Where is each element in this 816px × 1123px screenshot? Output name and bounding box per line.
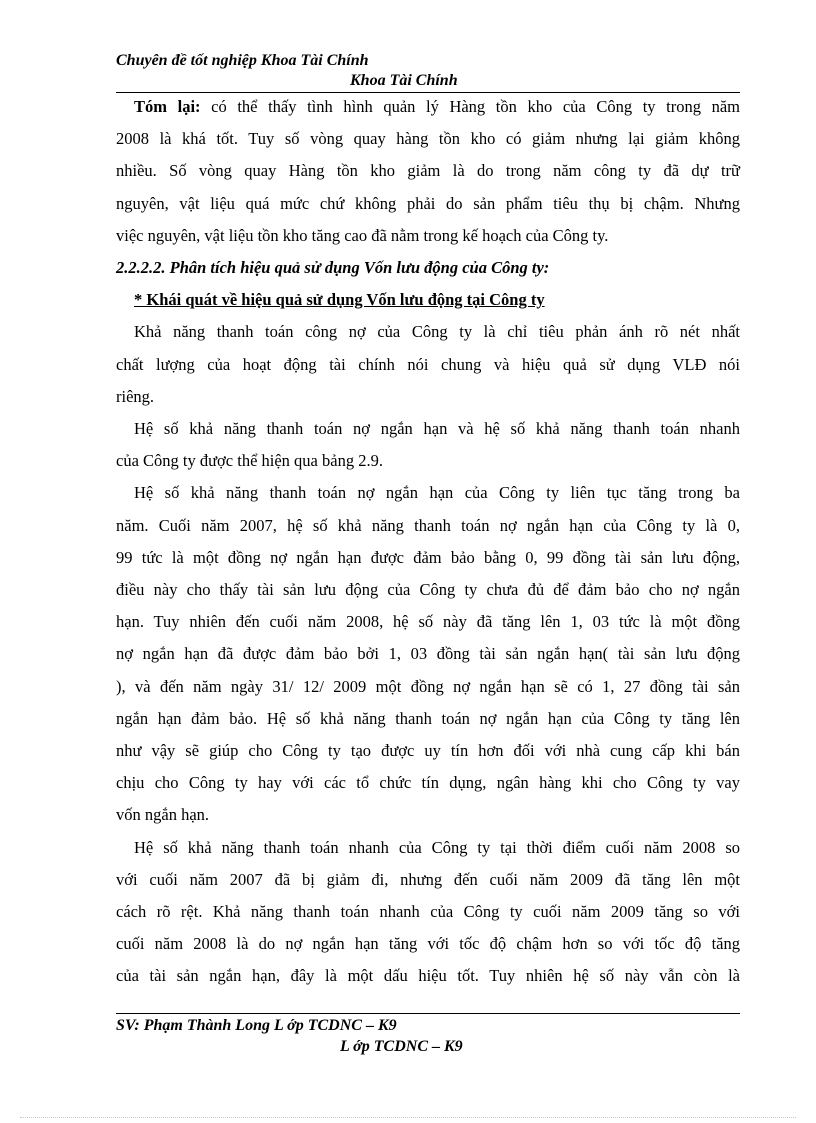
summary-line-3: nhiều. Số vòng quay Hàng tồn kho giảm là do trong năm công ty đã dự trữ <box>116 161 740 181</box>
para3-line-10: chịu cho Công ty hay với các tổ chức tín dụng, ngân hàng khi cho Công ty vay <box>116 773 740 793</box>
para3-line-6: nợ ngắn hạn đã được đảm bảo bởi 1, 03 đồng tài sản ngắn hạn( tài sản lưu động <box>116 644 740 664</box>
para1-line-2: chất lượng của hoạt động tài chính nói chung và hiệu quả sử dụng VLĐ nói <box>116 354 740 374</box>
section-heading: 2.2.2.2. Phân tích hiệu quả sử dụng Vốn lưu động của Công ty: <box>116 258 550 278</box>
document-body <box>116 91 740 993</box>
para4-line-4: cuối năm 2008 là do nợ ngắn hạn tăng với tốc độ chậm hơn so với tốc độ tăng <box>116 934 740 954</box>
para3-line-11: vốn ngắn hạn. <box>116 805 210 825</box>
summary-line-4: nguyên, vật liệu quá mức chứ không phải do sản phẩm tiêu thụ bị chậm. Nhưng <box>116 193 740 213</box>
para4-line-1: Hệ số khả năng thanh toán nhanh của Công ty tại thời điểm cuối năm 2008 so <box>134 837 740 857</box>
page-edge-divider <box>20 1117 796 1118</box>
header-department: Khoa Tài Chính <box>350 72 458 89</box>
footer-class: L ớp TCDNC – K9 <box>340 1038 463 1055</box>
header-title: Chuyên đề tốt nghiệp Khoa Tài Chính <box>116 52 369 69</box>
footer-rule <box>116 1013 740 1014</box>
para2-line-1: Hệ số khả năng thanh toán nợ ngắn hạn và hệ số khả năng thanh toán nhanh <box>134 419 740 439</box>
para3-line-5: hạn. Tuy nhiên đến cuối năm 2008, hệ số này đã tăng lên 1, 03 tức là một đồng <box>116 612 740 632</box>
para4-line-2: với cuối năm 2007 đã bị giảm đi, nhưng đến cuối năm 2009 đã tăng lên một <box>116 869 740 889</box>
summary-line-1: Tóm lại: có thể thấy tình hình quản lý Hàng tồn kho của Công ty trong năm <box>134 97 740 116</box>
para2-line-2: của Công ty được thể hiện qua bảng 2.9. <box>116 451 383 471</box>
para3-line-3: 99 tức là một đồng nợ ngắn hạn được đảm bảo bằng 0, 99 đồng tài sản lưu động, <box>116 547 740 567</box>
para3-line-2: năm. Cuối năm 2007, hệ số khả năng thanh toán nợ ngắn hạn của Công ty là 0, <box>116 515 740 535</box>
sub-heading: * Khái quát về hiệu quả sử dụng Vốn lưu động tại Công ty <box>134 290 545 310</box>
para1-line-1: Khả năng thanh toán công nợ của Công ty là chỉ tiêu phản ánh rõ nét nhất <box>134 322 740 342</box>
para1-line-3: riêng. <box>116 386 155 406</box>
summary-label: Tóm lại: <box>134 97 201 116</box>
para3-line-8: ngắn hạn đảm bảo. Hệ số khả năng thanh toán nợ ngắn hạn của Công ty tăng lên <box>116 708 740 728</box>
para4-line-5: của tài sản ngắn hạn, đây là một dấu hiệu tốt. Tuy nhiên hệ số này vẫn còn là <box>116 966 740 986</box>
summary-line-5: việc nguyên, vật liệu tồn kho tăng cao đã nằm trong kế hoạch của Công ty. <box>116 225 609 245</box>
para4-line-3: cách rõ rệt. Khả năng thanh toán nhanh của Công ty cuối năm 2009 tăng so với <box>116 902 740 922</box>
para3-line-9: như vậy sẽ giúp cho Công ty tạo được uy tín hơn đối với nhà cung cấp khi bán <box>116 741 740 761</box>
summary-line-2: 2008 là khá tốt. Tuy số vòng quay hàng tồn kho có giảm nhưng lại giảm không <box>116 129 740 149</box>
para3-line-4: điều này cho thấy tài sản lưu động của Công ty chưa đủ để đảm bảo cho nợ ngắn <box>116 580 740 600</box>
para3-line-7: ), và đến năm ngày 31/ 12/ 2009 một đồng nợ ngắn hạn sẽ có 1, 27 đồng tài sản <box>116 676 740 696</box>
para3-line-1: Hệ số khả năng thanh toán nợ ngắn hạn của Công ty liên tục tăng trong ba <box>134 483 740 503</box>
footer-student: SV: Phạm Thành Long L ớp TCDNC – K9 <box>116 1017 397 1034</box>
